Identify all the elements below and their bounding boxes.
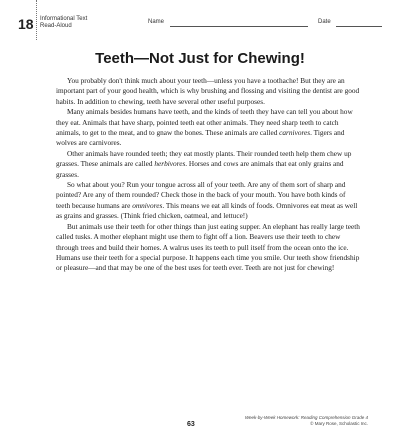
article-paragraph [56, 222, 360, 274]
page-header [0, 0, 400, 40]
name-line[interactable] [170, 26, 308, 27]
credit-line2: © Mary Rose, Scholastic Inc. [310, 420, 368, 426]
footer-page-number: 63 [187, 421, 195, 428]
copyright-credit [245, 415, 368, 426]
paragraph-text: You probably don't think much about your teeth—unless you have a toothache! But they are an important part of your good health, which is why brushing and flossing and visiting the dentist are good habits. In addition to chewing, teeth have several other useful purposes. [56, 76, 360, 106]
paragraph-text: . This means we eat all kinds of foods. Omnivores eat meat as well as grains and grasses. (Think fried chicken, oatmeal, and lettuce!) [56, 200, 358, 221]
article-paragraph [56, 149, 360, 180]
section-label-line2: Read-Aloud [40, 22, 72, 29]
paragraph-text: But animals use their teeth for other things than just eating supper. An elephant has really large teeth called tusks. A mother elephant might use them to fight off a lion. Beavers use their teeth to chew through trees and build their homes. A walrus uses its teeth to pull itself from the ocean onto the ice. Humans use their teeth for a special purpose. It happens each time you smile. Our teeth show friendship or pleasure—and that may be one of the best uses for teeth ever. Teeth are not just for chewing! [56, 221, 360, 273]
header-divider [36, 0, 37, 40]
vocabulary-term: omnivores [132, 200, 163, 210]
section-label-line1: Informational Text [40, 16, 88, 22]
article-paragraph [56, 107, 360, 149]
article-title: Teeth—Not Just for Chewing! [95, 50, 305, 67]
vocabulary-term: herbivores [154, 159, 186, 169]
credit-line1: Week-by-Week Homework: Reading Comprehension Grade 4 [244, 415, 368, 420]
name-label: Name [148, 19, 165, 25]
date-label: Date [318, 19, 331, 25]
date-line[interactable] [336, 26, 382, 27]
paragraph-text: . Horses and cows are animals that eat only grains and grasses. [56, 159, 344, 179]
date-field[interactable] [318, 19, 382, 29]
page-number: 18 [18, 16, 34, 32]
paragraph-text: Other animals have rounded teeth; they eat mostly plants. Their rounded teeth help them chew up grasses. These animals are called [56, 148, 352, 169]
article-body [56, 76, 360, 274]
article-paragraph [56, 76, 360, 107]
paragraph-text: So what about you? Run your tongue across all of your teeth. Are any of them sort of sharp and pointed? Are any of them rounded? Check those in the back of your mouth. You have both kinds of teeth because humans are [56, 180, 346, 210]
article-paragraph [56, 180, 360, 222]
name-field[interactable] [148, 19, 308, 29]
paragraph-text: . Tigers and wolves are carnivores. [56, 128, 345, 148]
paragraph-text: Many animals besides humans have teeth, and the kinds of teeth they have can tell you about how they eat. Animals that have sharp, pointed teeth eat other animals. They need sharp teeth to catch animals, to get to the meat, and to gnaw the bones. These animals are called [56, 107, 353, 138]
section-label [40, 16, 87, 29]
vocabulary-term: carnivores [279, 128, 311, 138]
